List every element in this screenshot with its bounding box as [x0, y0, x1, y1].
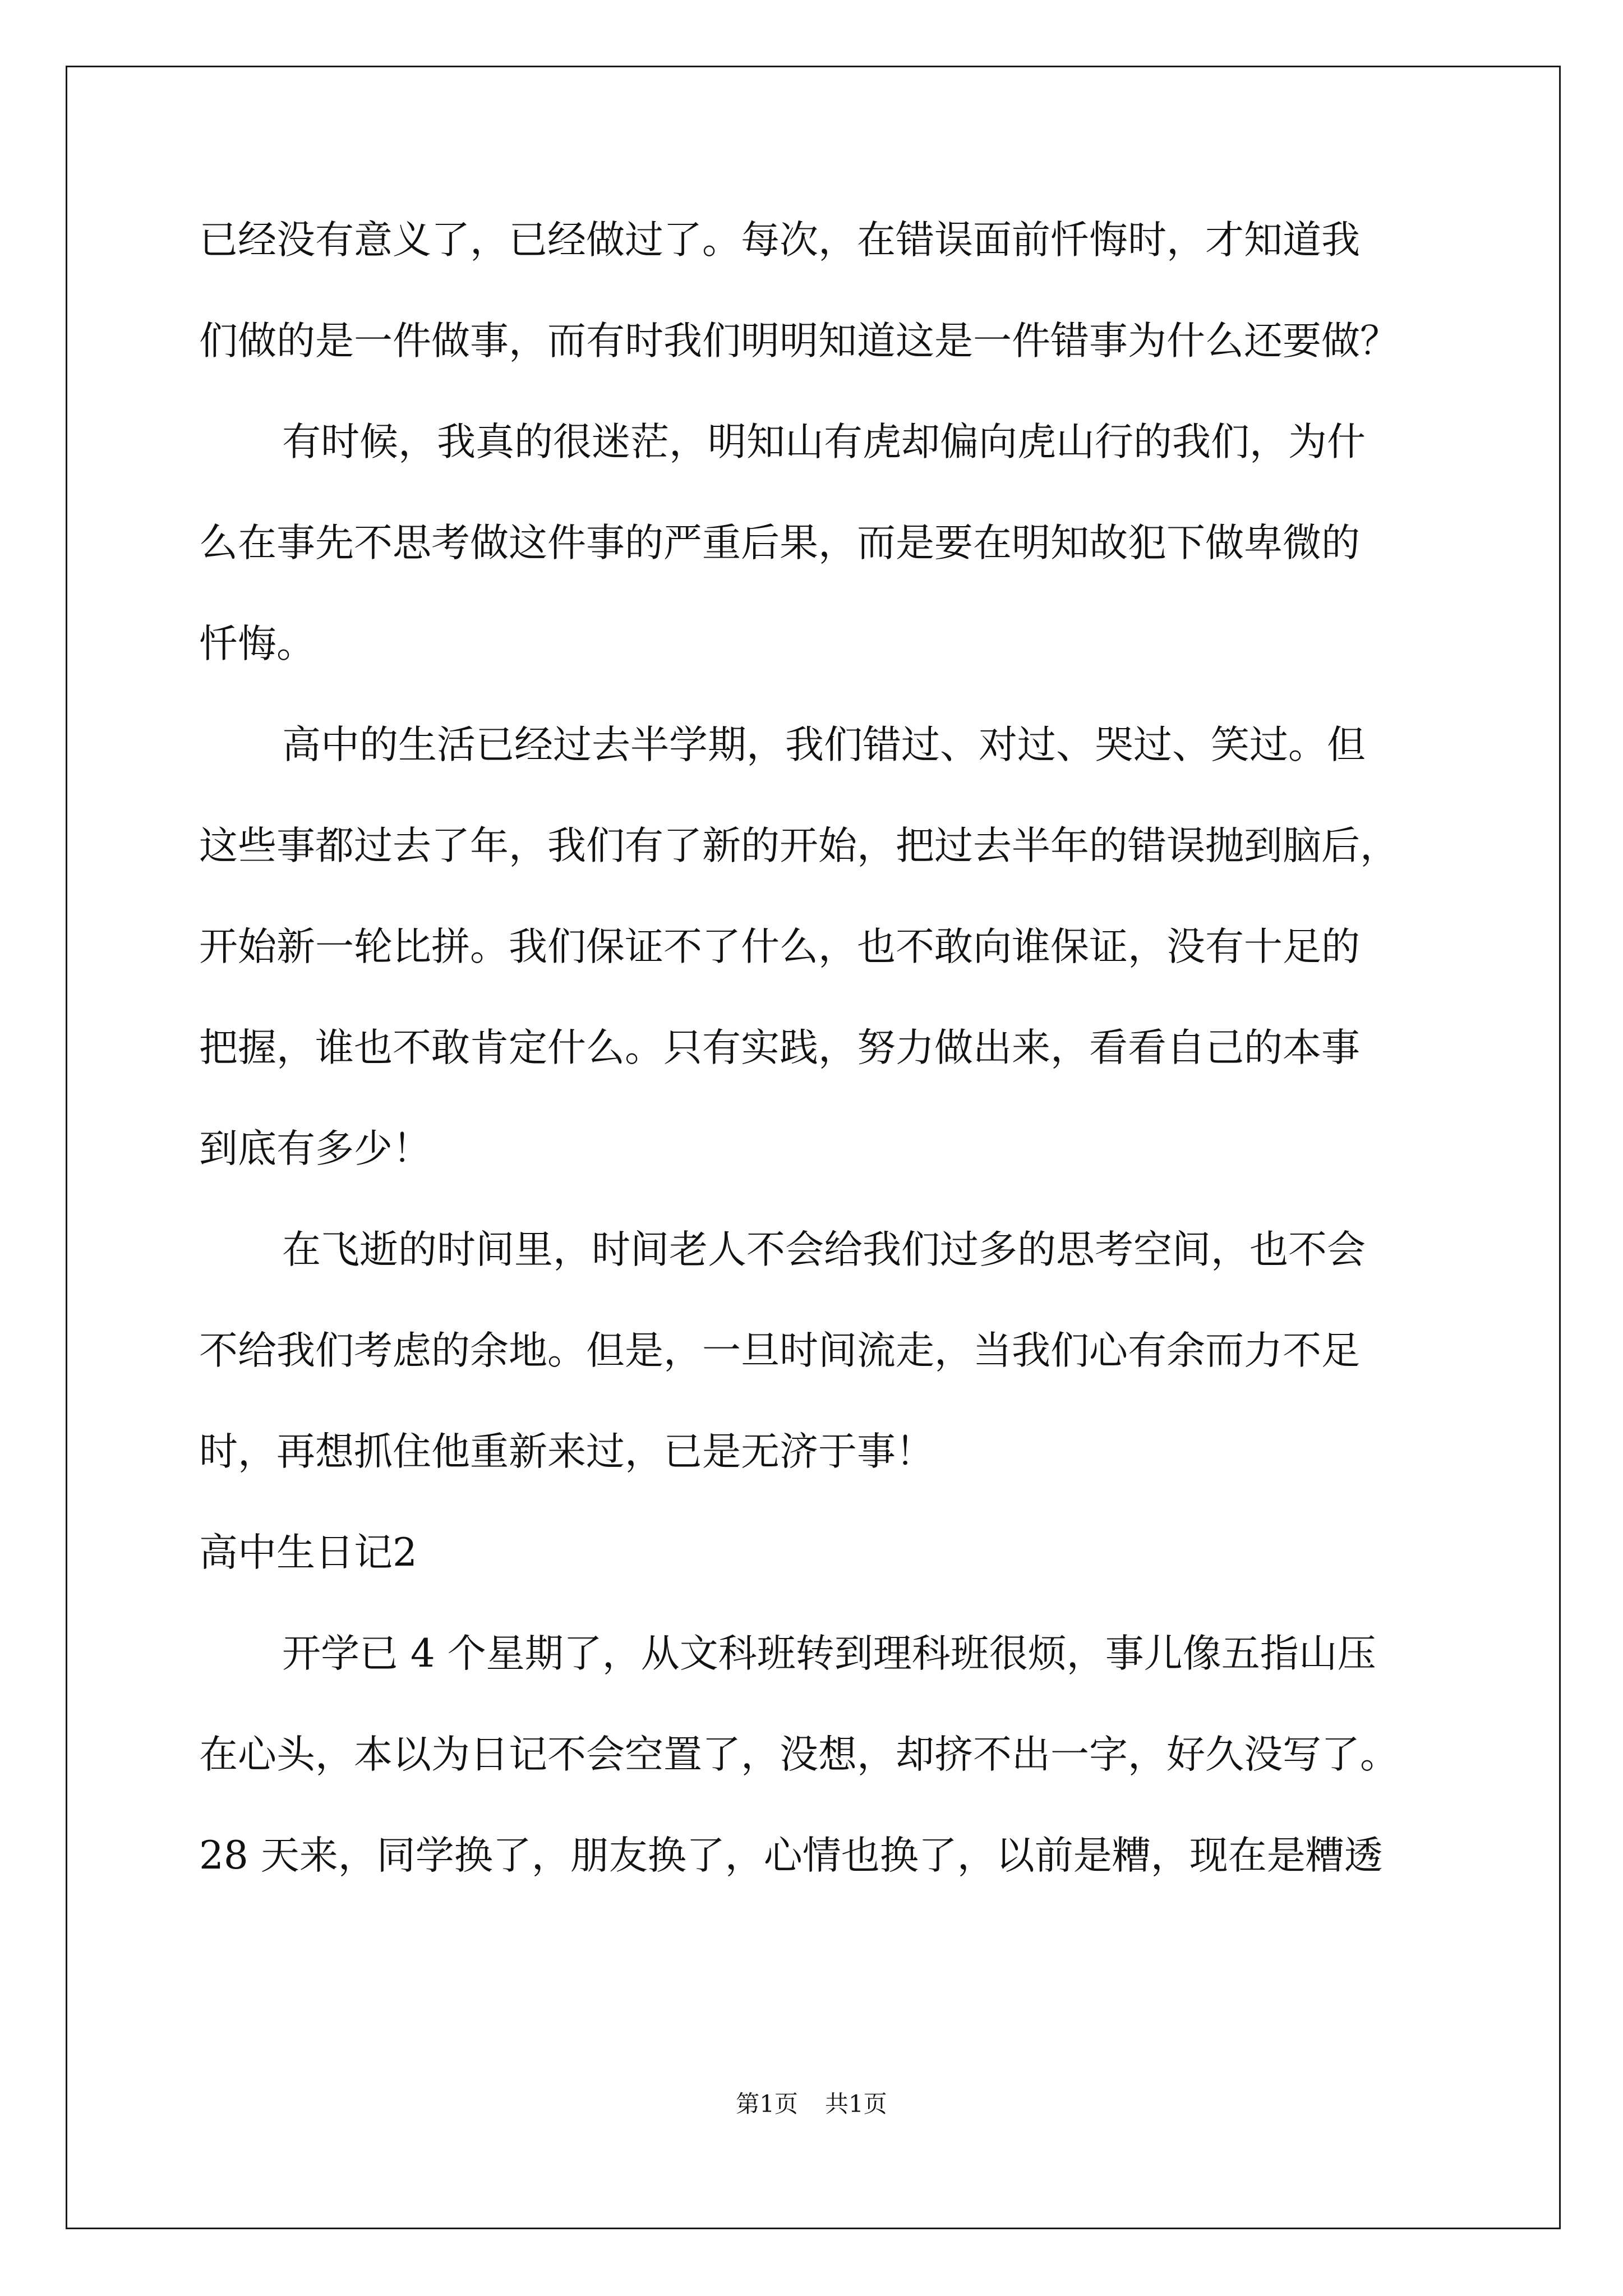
text-line: 28 天来，同学换了，朋友换了，心情也换了，以前是糟，现在是糟透	[199, 1833, 1383, 1878]
paragraph-start-line: 在飞逝的时间里，时间老人不会给我们过多的思考空间，也不会	[282, 1227, 1366, 1272]
text-line: 把握，谁也不敢肯定什么。只有实践，努力做出来，看看自己的本事	[199, 1025, 1360, 1070]
page-footer	[0, 2086, 1623, 2119]
text-line: 么在事先不思考做这件事的严重后果，而是要在明知故犯下做卑微的	[199, 521, 1360, 565]
text-line: 不给我们考虑的余地。但是，一旦时间流走，当我们心有余而力不足	[199, 1328, 1360, 1373]
text-line: 到底有多少！	[199, 1126, 431, 1171]
text-line: 时，再想抓住他重新来过，已是无济于事！	[199, 1429, 934, 1474]
text-line: 忏悔。	[199, 622, 315, 666]
section-heading: 高中生日记2	[199, 1530, 417, 1575]
text-line: 开始新一轮比拼。我们保证不了什么，也不敢向谁保证，没有十足的	[199, 924, 1360, 969]
paragraph-start-line: 有时候，我真的很迷茫，明知山有虎却偏向虎山行的我们，为什	[282, 420, 1366, 464]
text-line: 在心头，本以为日记不会空置了，没想，却挤不出一字，好久没写了。	[199, 1732, 1399, 1777]
page-number: 第1页	[736, 2090, 798, 2118]
text-line: 这些事都过去了年，我们有了新的开始，把过去半年的错误抛到脑后，	[199, 823, 1399, 868]
text-line: 已经没有意义了，已经做过了。每次，在错误面前忏悔时，才知道我	[199, 218, 1360, 263]
paragraph-start-line: 开学已 4 个星期了，从文科班转到理科班很烦，事儿像五指山压	[282, 1631, 1376, 1676]
page-total: 共1页	[825, 2090, 887, 2118]
paragraph-start-line: 高中的生活已经过去半学期，我们错过、对过、哭过、笑过。但	[282, 723, 1366, 767]
text-line: 们做的是一件做事，而有时我们明明知道这是一件错事为什么还要做？	[199, 319, 1399, 364]
